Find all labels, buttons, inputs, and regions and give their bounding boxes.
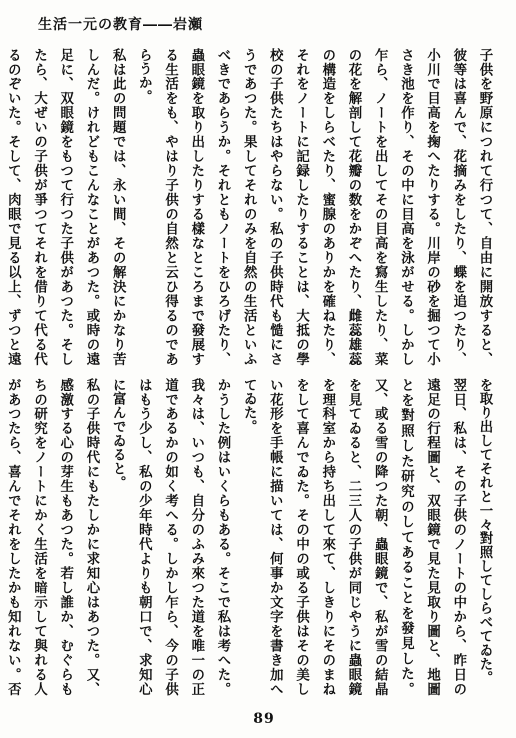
lower-text-block (5, 378, 498, 696)
paragraph: 翌日、私は、その子供のノートの中から、昨日の遠足の行程圖と、双眼鏡で見た見取り圖と、地圖とを對照した研究のしてあることを發見した。又、或る雪の降つた朝、蟲眼鏡で、私が雪の結晶を見てゐると、二三人の子供が同じやうに蟲眼鏡を理科室から持ち出して來て、しきりにそのまねをして喜んでゐた。その中の或る子供はその美しい花形を手帳に描いては、何事か文字を書き加へてゐた。 (241, 378, 467, 696)
paragraph: 私は此の問題では、永い間、その解決にかなり苦しんだ。けれどもこんなことがあつた。或時の遠足に、双眼鏡をもつて行つた子供があつた。そしたら、大ぜいの子供が爭つてそれを借りて代る代るのぞいた。そして、肉眼で見る以上、ずつと遠 (5, 48, 127, 366)
header-rule (38, 22, 478, 23)
page-number: 89 (253, 711, 275, 727)
paragraph: 子供を野原につれて行つて、自由に開放すると、彼等は喜んで、花摘みをしたり、蝶を追つたり、小川で目高を掬へたりする。川岸の砂を掘つて小さき池を作り、その中に目高を泳がせる。しかし乍ら、ノートを出してその目高を寫生したり、菜の花を解剖して花瓣の数をかぞへたり、雌蕊雄蕊の構造をしらべたり、蜜腺のありかを確ねたり、それをノートに記録したりすることは、大抵の學校の子供たちはやらない。私の子供時代も慥にさうであつた。果してそれのみを自然の生活といふべきであらうか。それともノートをひろげたり、蟲眼鏡を取り出したりする樣なところまで發展する生活をも、やはり子供の自然と云ひ得るのであらうか。 (136, 48, 493, 366)
upper-text-block (5, 48, 498, 366)
paragraph: 私の子供時代にもたしかに求知心はあつた。又、感激する心の芽生もあつた。若し誰か、むぐらもちの研究をノートにかく生活を暗示して與れる人があつたら、喜んでそれをしたかも知れない。否 (5, 378, 100, 696)
paragraph: かうした例はいくらもある。そこで私は考へた。我々は、いつも、自分のふみ來つた道を唯一の正道であるかの如く考へる。しかし乍ら、今の子供はもう少し、私の少年時代よりも朝口で、求知心に富んでゐると。 (110, 378, 231, 696)
paragraph: を取り出してそれと一々對照してしらべてゐた。 (477, 378, 493, 685)
running-head: 生活一元の教育――岩瀬 (38, 17, 203, 33)
